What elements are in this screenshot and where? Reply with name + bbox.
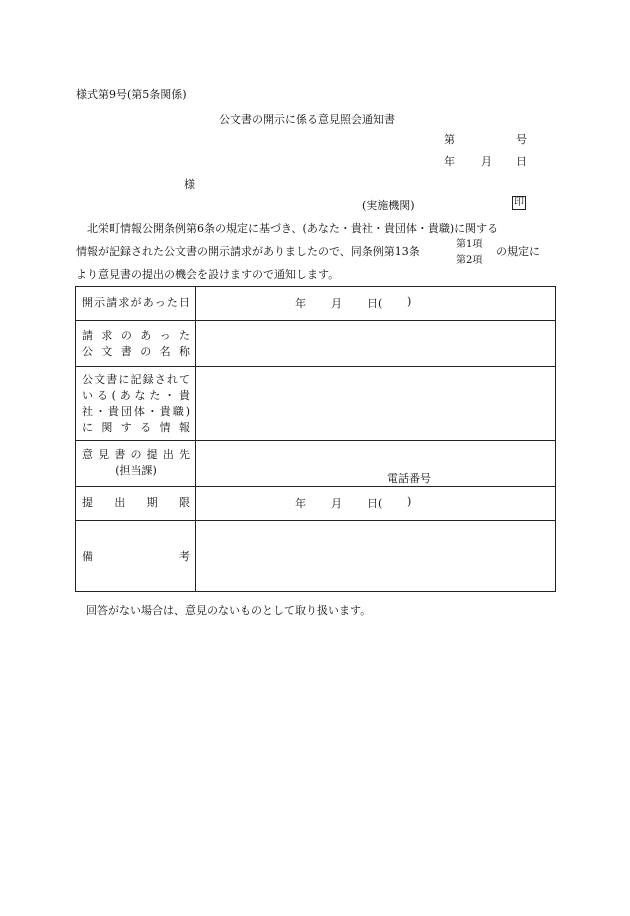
- document-name-label: 請求のあった 公文書の名称: [82, 329, 190, 358]
- deadline-label: 提出期限: [82, 496, 190, 509]
- date-year: 年: [444, 155, 455, 168]
- addressee: 様: [184, 178, 195, 191]
- clause-option-1: 第1項: [456, 239, 483, 250]
- body-line-2: 情報が記録された公文書の開示請求がありましたので、同条例第13条: [76, 245, 420, 258]
- deadline-close: ): [407, 495, 412, 508]
- deadline-month: 月: [331, 497, 342, 510]
- date-month: 月: [481, 155, 492, 168]
- row-divider: [76, 366, 555, 367]
- clause-option-2: 第2項: [456, 255, 483, 266]
- number-prefix: 第: [444, 133, 455, 146]
- remarks-label: 備考: [82, 550, 190, 563]
- document-title: 公文書の開示に係る意見照会通知書: [219, 113, 395, 126]
- footer-note: 回答がない場合は、意見のないものとして取り扱います。: [86, 604, 372, 617]
- row-divider: [76, 440, 555, 441]
- request-date-label: 開示請求があった日: [82, 296, 190, 309]
- row-divider: [76, 486, 555, 487]
- column-divider: [195, 287, 196, 591]
- date-day: 日: [516, 155, 527, 168]
- deadline-year: 年: [295, 497, 306, 510]
- agency-label: (実施機関): [362, 199, 415, 212]
- body-line-2-tail: の規定に: [496, 245, 540, 258]
- info-table: [75, 286, 556, 592]
- seal-mark: 印: [514, 197, 524, 208]
- row-divider: [76, 520, 555, 521]
- number-suffix: 号: [516, 133, 527, 146]
- request-date-year: 年: [295, 297, 306, 310]
- body-line-1: 北栄町情報公開条例第6条の規定に基づき、(あなた・貴社・貴団体・貴職)に関する: [87, 222, 499, 235]
- deadline-day: 日(: [367, 497, 383, 510]
- submission-destination-label: 意見書の提出先 (担当課): [82, 448, 190, 477]
- recorded-info-label: 公文書に記録されて いる(あなた・貴 社・貴団体・貴職) に関する情報: [82, 373, 190, 434]
- row-divider: [76, 320, 555, 321]
- form-number: 様式第9号(第5条関係): [76, 88, 187, 101]
- body-line-3: より意見書の提出の機会を設けますので通知します。: [76, 268, 340, 281]
- phone-number-label: 電話番号: [387, 472, 431, 485]
- request-date-close: ): [407, 295, 412, 308]
- request-date-month: 月: [331, 297, 342, 310]
- request-date-day: 日(: [367, 297, 383, 310]
